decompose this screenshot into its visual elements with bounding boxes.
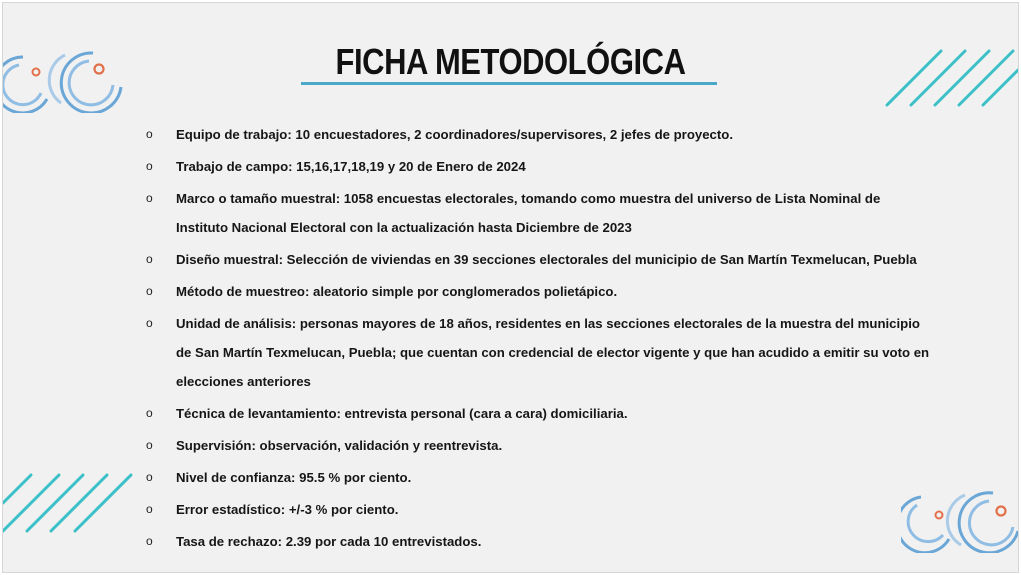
- page-title: FICHA METODOLÓGICA: [335, 41, 686, 82]
- list-item: [143, 277, 933, 306]
- bullet-marker: o: [146, 438, 153, 452]
- bullet-marker: o: [146, 534, 153, 548]
- list-item: [143, 495, 933, 524]
- bullet-marker: o: [146, 252, 153, 266]
- bullet-marker: o: [146, 406, 153, 420]
- list-item-text: Tasa de rechazo: 2.39 por cada 10 entrevistados.: [176, 534, 482, 549]
- bullet-marker: o: [146, 127, 153, 141]
- list-item-text: Equipo de trabajo: 10 encuestadores, 2 coordinadores/supervisores, 2 jefes de proyecto.: [176, 127, 733, 142]
- list-item: [143, 399, 933, 428]
- list-item: [143, 245, 933, 274]
- diagonal-stripes-icon: [3, 473, 143, 535]
- list-item-text: Diseño muestral: Selección de viviendas en 39 secciones electorales del municipio de San Martín Texmelucan, Puebla: [176, 252, 917, 267]
- list-item-text: Trabajo de campo: 15,16,17,18,19 y 20 de Enero de 2024: [176, 159, 526, 174]
- slide: [2, 2, 1019, 573]
- bullet-marker: o: [146, 316, 153, 330]
- list-item: [143, 431, 933, 460]
- methodology-list: [143, 120, 933, 559]
- bullet-marker: o: [146, 284, 153, 298]
- list-item-text: Error estadístico: +/-3 % por ciento.: [176, 502, 399, 517]
- list-item-text: Marco o tamaño muestral: 1058 encuestas electorales, tomando como muestra del universo de Lista Nominal de Instituto Nacional Electoral con la actualización hasta Diciembre de 2023: [176, 191, 881, 235]
- list-item: [143, 527, 933, 556]
- title-underline: [301, 82, 717, 85]
- list-item-text: Unidad de análisis: personas mayores de 18 años, residentes en las secciones electorales de la muestra del municipio de San Martín Texmelucan, Puebla; que cuentan con credencial de elector vigente y que han acudido a emitir su voto en elecciones anteriores: [176, 316, 930, 389]
- list-item: [143, 309, 933, 396]
- list-item: [143, 152, 933, 181]
- bullet-marker: o: [146, 470, 153, 484]
- list-item-text: Nivel de confianza: 95.5 % por ciento.: [176, 470, 412, 485]
- bullet-marker: o: [146, 502, 153, 516]
- list-item-text: Supervisión: observación, validación y reentrevista.: [176, 438, 503, 453]
- bullet-marker: o: [146, 159, 153, 173]
- bullet-marker: o: [146, 191, 153, 205]
- list-item: [143, 184, 933, 242]
- list-item-text: Técnica de levantamiento: entrevista personal (cara a cara) domiciliaria.: [176, 406, 628, 421]
- list-item-text: Método de muestreo: aleatorio simple por conglomerados polietápico.: [176, 284, 618, 299]
- list-item: [143, 120, 933, 149]
- list-item: [143, 463, 933, 492]
